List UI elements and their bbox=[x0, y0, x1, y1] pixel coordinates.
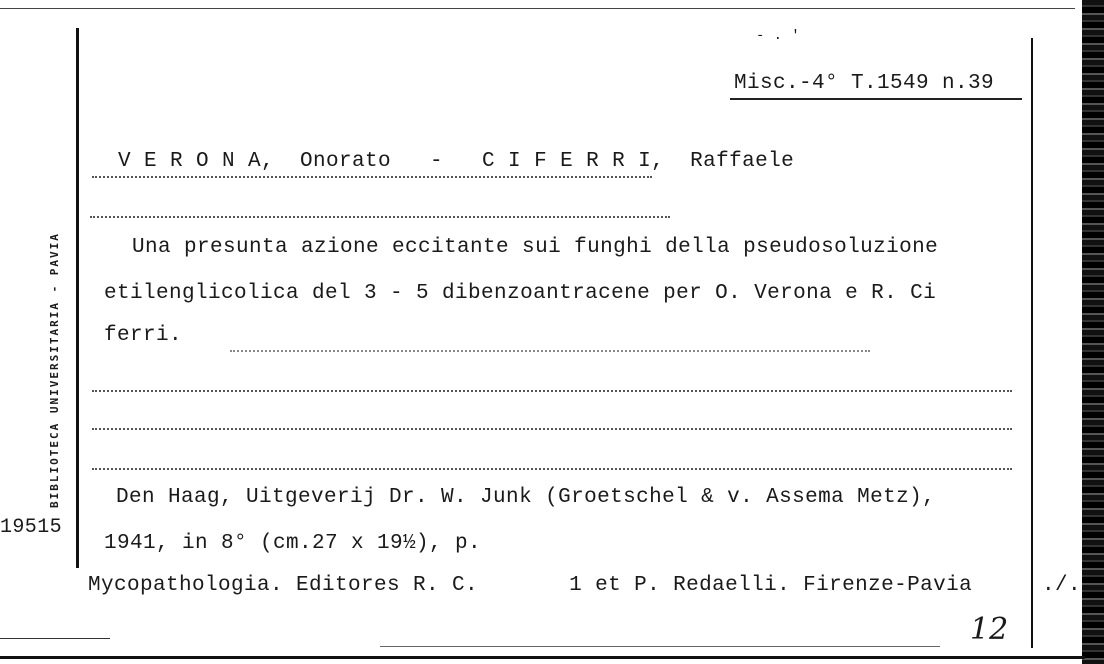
ruling-line bbox=[92, 468, 1012, 470]
handwritten-number: 12 bbox=[970, 612, 1009, 647]
ruling-line bbox=[92, 428, 1012, 430]
imprint-line-3: Mycopathologia. Editores R. C. 1 et P. Redaelli. Firenze-Pavia bbox=[88, 574, 973, 597]
library-stamp: BIBLIOTECA UNIVERSITARIA - PAVIA bbox=[48, 232, 61, 508]
bottom-faint-line bbox=[380, 646, 940, 647]
title-line-1: Una presunta azione eccitante sui funghi della pseudosoluzione bbox=[132, 236, 939, 259]
inventory-number: 19515 bbox=[0, 516, 63, 539]
top-marks: - . ' bbox=[756, 28, 801, 44]
imprint-line-2: 1941, in 8° (cm.27 x 19½), p. bbox=[104, 532, 482, 555]
author-line: V E R O N A, Onorato - C I F E R R I, Raffaele bbox=[118, 150, 795, 173]
imprint-line-1: Den Haag, Uitgeverij Dr. W. Junk (Groetschel & v. Assema Metz), bbox=[116, 486, 936, 509]
ruling-line bbox=[90, 216, 670, 218]
top-border-line bbox=[0, 8, 1075, 9]
card-edge-scan-border bbox=[1082, 0, 1104, 664]
shelfmark: Misc.-4° T.1549 n.39 bbox=[734, 72, 995, 95]
left-margin-line bbox=[76, 28, 79, 568]
shelfmark-underline bbox=[730, 98, 1022, 100]
bottom-border-line bbox=[0, 656, 1085, 659]
bottom-line-left bbox=[0, 638, 110, 639]
ruling-line bbox=[92, 176, 652, 178]
continuation-mark: ./. bbox=[1042, 574, 1082, 597]
ruling-line bbox=[92, 390, 1012, 392]
title-line-3: ferri. bbox=[104, 324, 183, 347]
title-line-2: etilenglicolica del 3 - 5 dibenzoantracene per O. Verona e R. Ci bbox=[104, 282, 937, 305]
right-margin-line bbox=[1031, 38, 1033, 648]
ruling-line bbox=[230, 350, 870, 352]
